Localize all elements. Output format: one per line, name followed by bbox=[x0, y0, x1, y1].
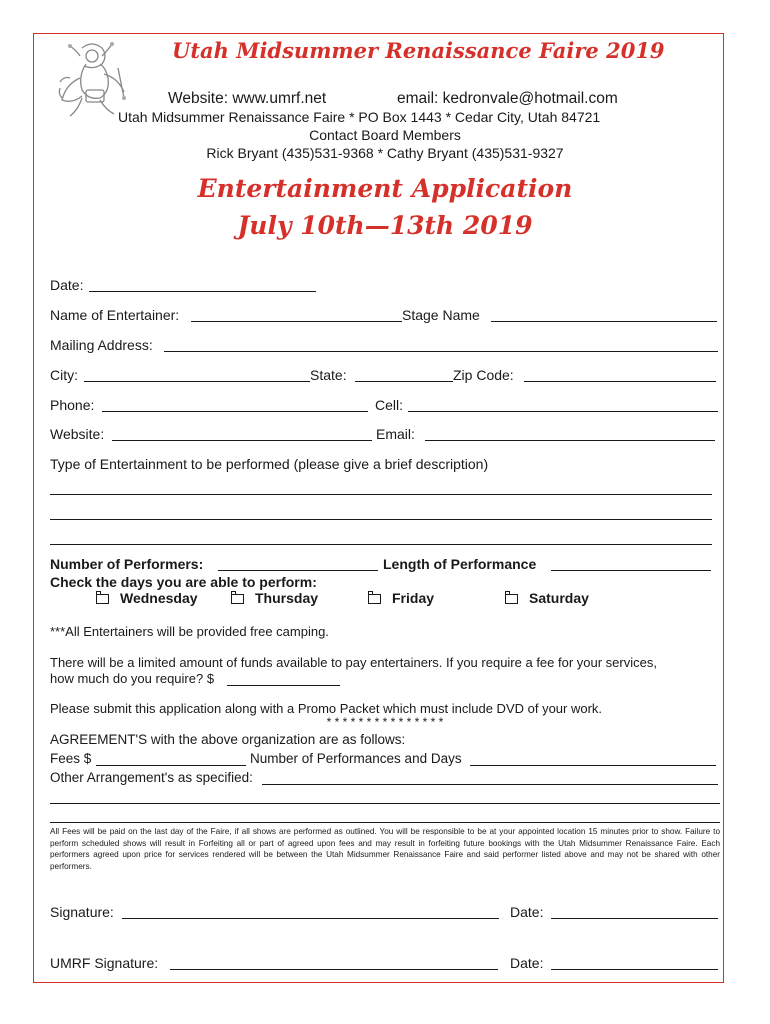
other-arrangements-line-3[interactable] bbox=[50, 822, 720, 823]
day-label: Friday bbox=[392, 590, 435, 606]
description-line-2[interactable] bbox=[50, 519, 712, 520]
num-performances-field[interactable] bbox=[470, 765, 716, 766]
website-field[interactable] bbox=[112, 440, 372, 441]
checkbox-thursday[interactable] bbox=[231, 590, 318, 606]
website-label: Website: bbox=[50, 426, 105, 442]
email-label: Email: bbox=[376, 426, 415, 442]
date-field[interactable] bbox=[89, 291, 316, 292]
fees-field[interactable] bbox=[96, 765, 246, 766]
performers-field[interactable] bbox=[218, 570, 378, 571]
fee-request-field[interactable] bbox=[227, 685, 340, 686]
checkbox-saturday[interactable] bbox=[505, 590, 589, 606]
umrf-date-field[interactable] bbox=[551, 969, 718, 970]
separator-stars: * * * * * * * * * * * * * * * bbox=[326, 715, 444, 729]
zip-field[interactable] bbox=[524, 381, 716, 382]
state-label: State: bbox=[310, 367, 347, 383]
agreement-title: AGREEMENT'S with the above organization are as follows: bbox=[50, 732, 406, 747]
address-text: Utah Midsummer Renaissance Faire * PO Box 1443 * Cedar City, Utah 84721 bbox=[118, 109, 601, 125]
umrf-date-label: Date: bbox=[510, 955, 544, 971]
faire-title: Utah Midsummer Renaissance Faire 2019 bbox=[172, 38, 665, 63]
signature-date-label: Date: bbox=[510, 904, 544, 920]
entertainment-type-label: Type of Entertainment to be performed (please give a brief description) bbox=[50, 456, 489, 472]
entertainer-label: Name of Entertainer: bbox=[50, 307, 180, 323]
other-arrangements-field[interactable] bbox=[262, 784, 718, 785]
mailing-label: Mailing Address: bbox=[50, 337, 153, 353]
cell-label: Cell: bbox=[375, 397, 404, 413]
stage-name-label: Stage Name bbox=[402, 307, 480, 323]
terms-fine-print: All Fees will be paid on the last day of the Faire, if all shows are performed as outlined. You will be responsible to be at your appointed location 15 minutes prior to show. Failure to perform scheduled shows will result in Forfeiting all or part of agreed upon fees and may result in forfeiting future bookings with the Utah Midsummer Renaissance Faire. Each performers agreed upon price for services rendered will be between the Utah Midsummer Renaissance Faire and said performer listed above and may not be shared with other performers. bbox=[50, 827, 720, 871]
entertainer-field[interactable] bbox=[191, 321, 402, 322]
umrf-signature-label: UMRF Signature: bbox=[50, 955, 159, 971]
checkbox-friday[interactable] bbox=[368, 590, 434, 606]
umrf-signature-field[interactable] bbox=[170, 969, 498, 970]
city-label: City: bbox=[50, 367, 78, 383]
application-heading: Entertainment Application bbox=[197, 174, 573, 203]
day-label: Thursday bbox=[255, 590, 319, 606]
checkbox-wednesday[interactable] bbox=[96, 590, 198, 606]
description-line-3[interactable] bbox=[50, 544, 712, 545]
day-label: Saturday bbox=[529, 590, 589, 606]
fees-label: Fees $ bbox=[50, 751, 92, 766]
num-performances-label: Number of Performances and Days bbox=[250, 751, 462, 766]
camping-note: ***All Entertainers will be provided free camping. bbox=[50, 624, 329, 639]
contact-label: Contact Board Members bbox=[309, 127, 461, 143]
checkbox-icon bbox=[505, 594, 518, 604]
length-field[interactable] bbox=[551, 570, 711, 571]
other-arrangements-line-2[interactable] bbox=[50, 803, 720, 804]
day-label: Wednesday bbox=[120, 590, 198, 606]
signature-label: Signature: bbox=[50, 904, 114, 920]
stage-name-field[interactable] bbox=[491, 321, 717, 322]
length-label: Length of Performance bbox=[383, 556, 537, 572]
date-label: Date: bbox=[50, 277, 84, 293]
other-arrangements-label: Other Arrangement's as specified: bbox=[50, 770, 253, 785]
email-field[interactable] bbox=[425, 440, 715, 441]
description-line-1[interactable] bbox=[50, 494, 712, 495]
email-text: email: kedronvale@hotmail.com bbox=[397, 90, 618, 107]
check-days-label: Check the days you are able to perform: bbox=[50, 574, 317, 590]
funds-text-1: There will be a limited amount of funds available to pay entertainers. If you require a fee for your services, bbox=[50, 655, 657, 670]
website-text: Website: www.umrf.net bbox=[168, 90, 327, 107]
phone-field[interactable] bbox=[102, 411, 368, 412]
state-field[interactable] bbox=[355, 381, 453, 382]
checkbox-icon bbox=[96, 594, 109, 604]
signature-field[interactable] bbox=[122, 918, 499, 919]
checkbox-icon bbox=[368, 594, 381, 604]
city-field[interactable] bbox=[84, 381, 310, 382]
checkbox-icon bbox=[231, 594, 244, 604]
funds-text-2: how much do you require? $ bbox=[50, 671, 215, 686]
phone-label: Phone: bbox=[50, 397, 95, 413]
application-dates: July 10th—13th 2019 bbox=[237, 211, 533, 240]
cell-field[interactable] bbox=[408, 411, 718, 412]
zip-label: Zip Code: bbox=[453, 367, 514, 383]
contact-names: Rick Bryant (435)531-9368 * Cathy Bryant (435)531-9327 bbox=[206, 145, 564, 161]
signature-date-field[interactable] bbox=[551, 918, 718, 919]
mailing-field[interactable] bbox=[164, 351, 718, 352]
submit-text: Please submit this application along with a Promo Packet which must include DVD of your work. bbox=[50, 701, 603, 716]
performers-label: Number of Performers: bbox=[50, 556, 204, 572]
